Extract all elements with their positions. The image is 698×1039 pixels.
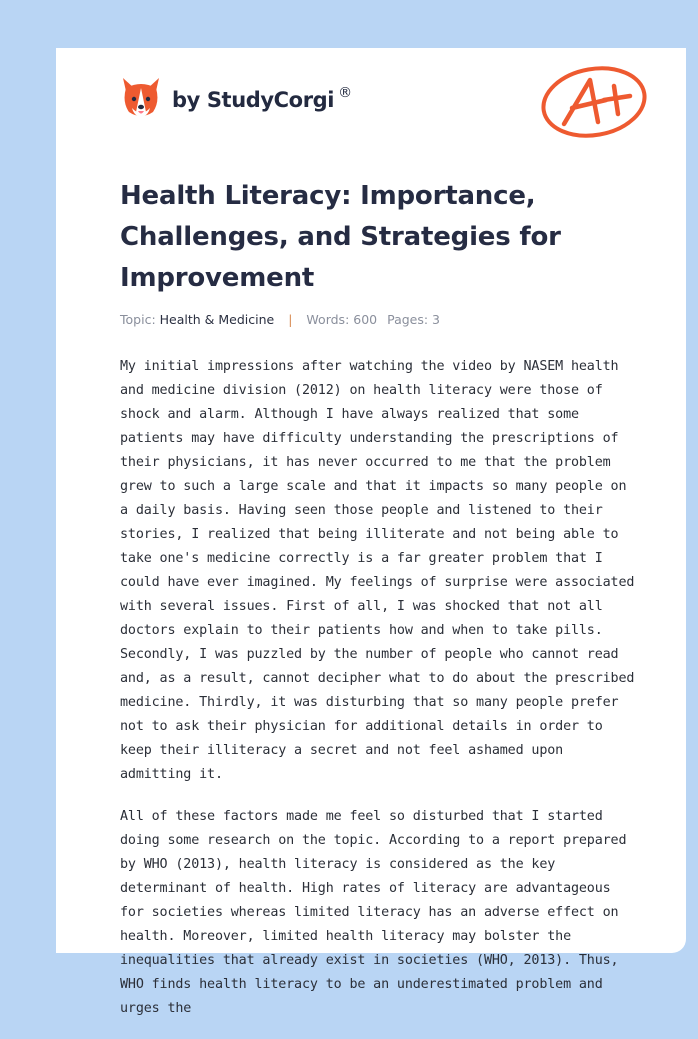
essay-body (120, 355, 640, 1039)
essay-title: Health Literacy: Importance, Challenges, and Strategies for Improvement (120, 181, 561, 293)
document-page (56, 48, 686, 1016)
meta-separator: | (288, 312, 293, 327)
paragraph: My initial impressions after watching the video by NASEM health and medicine division (2012) on health literacy were those of shock and alarm. Although I have always realized that some patients may have difficulty understanding the prescriptions of their physicians, it has never occurred to me that the problem grew to such a large scale and that it impacts so many people on a daily basis. Having seen those people and listened to their stories, I realized that being illiterate and not being able to take one's medicine correctly is a far greater problem that I could have ever imagined. My feelings of surprise were associated with several issues. First of all, I was shocked that not all doctors explain to their patients how and when to take pills. Secondly, I was puzzled by the number of people who cannot read and, as a result, cannot decipher what to do about the prescribed medicine. Thirdly, it was disturbing that so many people prefer not to ask their physician for additional details in order to keep their illiteracy a secret and not feel ashamed upon admitting it. (120, 359, 635, 782)
essay-meta (120, 312, 440, 327)
brand-name: by StudyCorgi ® (172, 85, 352, 112)
paragraph: All of these factors made me feel so disturbed that I started doing some research on the topic. According to a report prepared by WHO (2013), health literacy is considered as the key determinant of health. High rates of literacy are advantageous for societies whereas limited literacy has an adverse effect on health. Moreover, limited health literacy may bolster the inequalities that already exist in societies (WHO, 2013). Thus, WHO finds health literacy to be an underestimated problem and urges the (120, 809, 627, 1016)
topic-label: Topic: (120, 312, 156, 327)
registered-mark: ® (338, 85, 352, 101)
corgi-icon (120, 76, 162, 120)
word-count: Words: 600 (306, 312, 378, 327)
a-plus-badge-icon (536, 58, 652, 142)
studycorgi-logo[interactable] (120, 76, 352, 120)
page-count: Pages: 3 (387, 312, 441, 327)
topic-link[interactable]: Health & Medicine (159, 312, 275, 327)
